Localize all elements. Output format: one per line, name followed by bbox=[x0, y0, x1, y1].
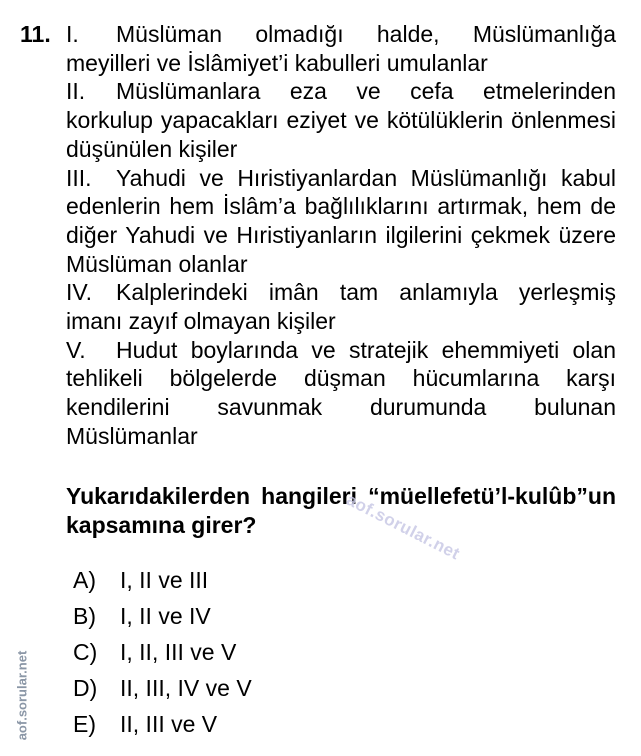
statement-1 bbox=[66, 20, 616, 77]
statement-numeral: II. bbox=[66, 78, 86, 105]
statement-numeral: III. bbox=[66, 164, 92, 191]
option-b[interactable] bbox=[73, 598, 252, 634]
statement-numeral: I. bbox=[66, 21, 79, 47]
option-text: I, II ve III bbox=[120, 567, 209, 593]
option-letter: E) bbox=[73, 711, 96, 737]
option-letter: C) bbox=[73, 639, 98, 665]
watermark-side: aof.sorular.net bbox=[14, 650, 30, 741]
option-text: I, II, III ve V bbox=[120, 639, 237, 665]
question-prompt: Yukarıdakilerden hangileri “müellefetü’l-kulûb”un kapsamına girer? bbox=[66, 483, 616, 538]
option-e[interactable] bbox=[73, 706, 252, 742]
question-number: 11. bbox=[20, 21, 51, 47]
option-d[interactable] bbox=[73, 670, 252, 706]
statement-3 bbox=[66, 164, 616, 279]
statement-text: Yahudi ve Hıristiyanlardan Müslümanlığı kabul edenlerin hem İslâm’a bağlılıklarını artırmak, hem de diğer Yahudi ve Hıristiyanların ilgilerini çekmek üzere Müslüman olanlar bbox=[66, 164, 616, 277]
option-text: II, III ve V bbox=[120, 711, 218, 737]
option-text: II, III, IV ve V bbox=[120, 675, 252, 701]
statement-numeral: IV. bbox=[66, 279, 93, 306]
statement-4 bbox=[66, 278, 616, 335]
question-stem bbox=[66, 20, 616, 451]
option-a[interactable] bbox=[73, 562, 252, 598]
statement-text: Kalplerindeki imân tam anlamıyla yerleşmiş imanı zayıf olmayan kişiler bbox=[66, 279, 616, 335]
option-text: I, II ve IV bbox=[120, 603, 211, 629]
watermark-diagonal: aof.sorular.net bbox=[343, 490, 464, 564]
answer-options bbox=[73, 562, 252, 742]
statement-numeral: V. bbox=[66, 336, 86, 363]
option-letter: B) bbox=[73, 603, 96, 629]
statement-text: Müslümanlara eza ve cefa etmelerinden korkulup yapacakları eziyet ve kötülüklerin önlenmesi düşünülen kişiler bbox=[66, 78, 616, 162]
statement-text: Müslüman olmadığı halde, Müslümanlığa meyilleri ve İslâmiyet’i kabulleri umulanlar bbox=[66, 21, 616, 76]
option-c[interactable] bbox=[73, 634, 252, 670]
statement-5 bbox=[66, 336, 616, 451]
option-letter: A) bbox=[73, 567, 96, 593]
statement-2 bbox=[66, 77, 616, 163]
statement-text: Hudut boylarında ve stratejik ehemmiyeti olan tehlikeli bölgelerde düşman hücumlarına karşı kendilerini savunmak durumunda bulunan Müslümanlar bbox=[66, 336, 616, 449]
option-letter: D) bbox=[73, 675, 98, 701]
